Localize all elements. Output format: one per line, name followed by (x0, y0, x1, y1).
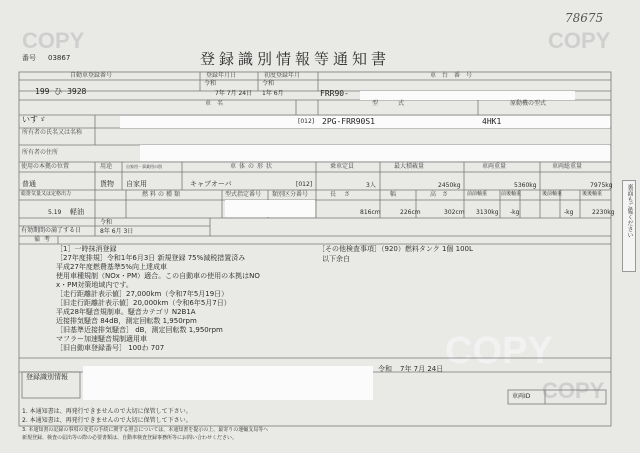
footer-note-2: 2. 本通知書は、再発行できませんので大切に保管して下さい。 (22, 417, 192, 424)
rear-front-axle-value: -kg (564, 209, 574, 216)
front-rear-axle-label: 前後軸重 (501, 191, 522, 197)
length-label: 長さ (330, 191, 359, 198)
redacted-chassis-number (360, 91, 575, 100)
chassis-value: FRR90- (320, 89, 349, 98)
note-line: 使用車種規制（NOx・PM）適合。この自動車の使用の本拠はNO (56, 272, 260, 280)
width-value: 226cm (400, 209, 421, 216)
max-load-label: 最大積載量 (394, 163, 425, 170)
use-label: 用途 (100, 163, 113, 170)
document-title: 登録識別情報等通知書 (200, 50, 391, 68)
note-line: ［旧走行距離計表示値］20,000km（令和6年5月7日） (56, 299, 231, 307)
copy-watermark-top-left: COPY (22, 28, 85, 53)
use-class-value: 普通 (22, 180, 36, 188)
type-label: 型式 (372, 100, 425, 107)
height-value: 302cm (444, 209, 465, 216)
footer-note-4: 新規登録、検査の届出等の際の必要書類は、自動車検査登録事務所等にお問い合わせください。 (22, 435, 238, 441)
issue-date-value: 7年 7月 24日 (400, 365, 444, 373)
front-front-axle-label: 前前軸重 (467, 191, 488, 197)
front-rear-axle-value: -kg (510, 209, 520, 216)
stamp-label: 登録識別情報 (26, 373, 68, 381)
other-inspection-items: ［その他検査事項］（920）燃料タンク 1個 100L (318, 245, 473, 253)
body-shape-value: キャブオーバ (190, 180, 232, 188)
front-front-axle-value: 3130kg (476, 209, 499, 216)
owner-address-label: 所有者の住所 (22, 149, 59, 156)
private-business-label: 自家用・事業用の別 (126, 164, 162, 169)
copy-watermark-center: COPY (445, 330, 553, 372)
issue-date-era: 令和 (378, 365, 392, 373)
first-reg-era: 令和 (262, 80, 275, 87)
vehicle-weight-label: 車両重量 (482, 163, 507, 170)
note-line: ［旧自動車登録番号］ 100わ 707 (56, 344, 165, 352)
model-number-label: 型式指定番号 (225, 191, 262, 198)
redacted-owner-address (140, 145, 610, 161)
max-load-value: 2450kg (438, 182, 461, 189)
note-line: ［旧基準近接排気騒音］ dB，測定回転数 1,950rpm (56, 326, 223, 334)
copy-watermark-bottom-right: COPY (542, 378, 605, 403)
note-line: 平成27年度燃費基準5%向上達成車 (56, 263, 168, 271)
gross-weight-value: 7975kg (590, 182, 613, 189)
reg-date-era: 令和 (204, 80, 217, 87)
capacity-value: 3人 (366, 182, 376, 189)
body-shape-code: [012] (296, 181, 313, 188)
owner-name-label: 所有者の氏名又は名称 (22, 129, 83, 136)
private-value: 自家用 (126, 180, 147, 188)
blank-below-note: 以下余白 (322, 255, 350, 263)
cargo-value: 貨物 (100, 180, 114, 188)
notes-label: 備考 (34, 236, 55, 243)
note-line: マフラー加速騒音規制適用車 (56, 335, 147, 343)
footer-note-3: 3. 本通知書の記録の事項の変更の手続に関する照会については、本通知書を提示の上、最寄りの運輸支局等へ (22, 427, 269, 433)
note-line: 近接排気騒音 84dB，測定回転数 1,950rpm (56, 317, 197, 325)
note-line: x・PM対策地域内です。 (56, 281, 133, 289)
base-location-label: 使用の本拠の位置 (21, 163, 70, 170)
rear-rear-axle-value: 2230kg (592, 209, 615, 216)
maker-label: 車名 (205, 100, 230, 107)
gross-weight-label: 車両総重量 (552, 163, 583, 170)
expiry-value: 8年 6月 3日 (100, 228, 134, 235)
side-note-text: 裏面もご覧ください (626, 184, 633, 238)
reg-no-value: 199 ひ 3928 (35, 87, 87, 96)
redacted-stamp-area (83, 366, 373, 400)
fuel-type-label: 燃料の種類 (142, 191, 183, 198)
height-label: 高さ (430, 191, 455, 198)
type-code: [012] (298, 118, 315, 125)
type-value: 2PG-FRR90S1 (322, 117, 375, 126)
footer-note-1: 1. 本通知書は、再発行できませんので大切に保管して下さい。 (22, 408, 192, 415)
body-shape-label: 車体の形状 (230, 163, 276, 170)
side-note (622, 180, 636, 272)
redacted-model-numbers (225, 200, 315, 217)
displacement-value: 5.19 (48, 209, 62, 216)
engine-type-label: 原動機の型式 (510, 100, 547, 107)
length-value: 816cm (360, 209, 381, 216)
first-reg-value: 1年 6月 (262, 90, 284, 97)
first-reg-label: 初度登録年月 (264, 72, 301, 79)
reg-no-label: 自動車登録番号 (70, 72, 113, 79)
rear-front-axle-label: 後前軸重 (542, 191, 563, 197)
reg-date-value: 7年 7月 24日 (215, 90, 253, 97)
note-line: ［1］一時抹消登録 (56, 245, 117, 253)
capacity-label: 乗車定員 (330, 163, 355, 170)
expiry-era: 令和 (100, 219, 113, 226)
fuel-type-value: 軽油 (70, 208, 84, 216)
handwritten-number: 78675 (565, 11, 604, 25)
engine-type-value: 4HK1 (482, 117, 502, 126)
note-line: ［走行距離計表示値］27,000km（令和7年5月19日） (56, 290, 229, 298)
copy-watermark-top-right: COPY (548, 28, 611, 53)
class-number-label: 類別区分番号 (272, 191, 309, 198)
vehicle-weight-value: 5360kg (514, 182, 537, 189)
serial-number: 03867 (48, 54, 71, 62)
chassis-label: 車台番号 (430, 72, 479, 79)
vehicle-id-label: 車両ID (512, 393, 531, 400)
displacement-label: 総排気量又は定格出力 (21, 191, 72, 197)
expiry-label: 有効期間の満了する日 (21, 227, 82, 234)
rear-rear-axle-label: 後後軸重 (582, 191, 603, 197)
width-label: 幅 (390, 191, 397, 198)
reg-date-label: 登録年月日 (206, 72, 237, 79)
serial-label: 番号 (22, 54, 36, 62)
maker-value: いすゞ (22, 115, 46, 124)
note-line: ［27年度排規］令和1年6月3日 新規登録 75%減税措置済み (56, 254, 246, 262)
note-line: 平成28年騒音規制車。騒音カテゴリ N2B1A (56, 308, 196, 316)
